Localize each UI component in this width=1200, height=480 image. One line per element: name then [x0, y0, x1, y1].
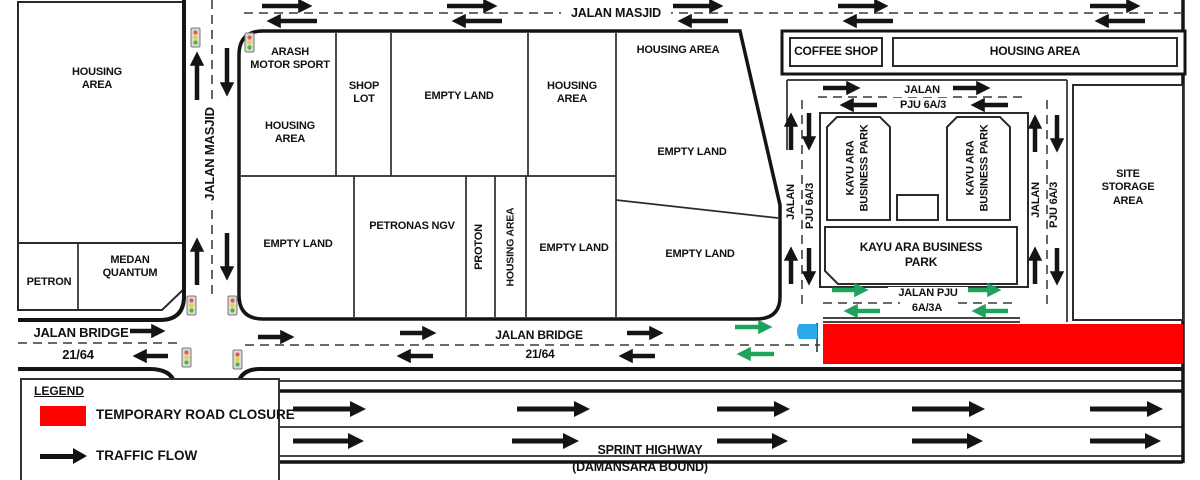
- parcel-label-arash-housing: HOUSING AREA: [265, 120, 315, 146]
- parcel-label-housing-north: HOUSING AREA: [989, 44, 1081, 58]
- road-label-pju6a3-west-line1: JALAN: [785, 181, 799, 223]
- parcel-label-kayu-ara-south: KAYU ARA BUSINESS PARK: [859, 240, 983, 269]
- road-label-pju6a3a-line1: JALAN PJU: [888, 287, 968, 300]
- parcel-label-petron: PETRON: [26, 276, 72, 288]
- road-label-pju6a3-west-line2: PJU 6A/3: [804, 180, 818, 232]
- parcel-label-housing-northeast: HOUSING AREA: [636, 44, 720, 56]
- road-label-jalan-bridge-center-number: 21/64: [510, 347, 570, 362]
- parcel-label-proton: PROTON: [473, 224, 486, 270]
- flag-icon: [797, 323, 817, 352]
- sprint-highway-arrows: [293, 409, 1149, 441]
- traffic-light-icon: [228, 296, 237, 315]
- road-label-jalan-bridge-west: JALAN BRIDGE: [33, 325, 129, 340]
- road-label-pju6a3-top-line2: PJU 6A/3: [885, 99, 961, 112]
- closure-color-swatch: [40, 406, 86, 426]
- parcel-label-housing-strip: HOUSING AREA: [504, 207, 517, 287]
- parcel-label-empty-land-row1: EMPTY LAND: [424, 90, 494, 102]
- road-label-jalan-masjid-west: JALAN MASJID: [202, 104, 218, 204]
- traffic-flow-arrow-icon: [40, 454, 74, 459]
- road-label-pju6a3a-line2: 6A/3A: [900, 302, 954, 315]
- parcel-label-kayu-ara-west: KAYU ARA BUSINESS PARK: [844, 124, 870, 212]
- parcel-label-empty-land-south: EMPTY LAND: [539, 242, 609, 254]
- road-label-jalan-masjid-top: JALAN MASJID: [561, 6, 671, 21]
- legend-title: LEGEND: [34, 384, 85, 398]
- traffic-light-icon: [191, 28, 200, 47]
- traffic-light-icon: [182, 348, 191, 367]
- road-label-pju6a3-east-line2: PJU 6A/3: [1048, 179, 1062, 231]
- parcel-label-petronas-ngv: PETRONAS NGV: [369, 220, 455, 232]
- parcel-label-shop-lot: SHOP LOT: [348, 80, 380, 106]
- parcel-label-arash-motor-sport: ARASH MOTOR SPORT: [250, 46, 330, 72]
- legend-closure-label: TEMPORARY ROAD CLOSURE: [96, 407, 295, 422]
- road-label-sprint-highway-bound: (DAMANSARA BOUND): [572, 460, 708, 474]
- traffic-light-icon: [187, 296, 196, 315]
- legend: [20, 378, 295, 480]
- parcel-label-medan-quantum: MEDAN QUANTUM: [102, 254, 158, 280]
- legend-flow-label: TRAFFIC FLOW: [96, 448, 198, 463]
- parcel-label-kayu-ara-east: KAYU ARA BUSINESS PARK: [964, 124, 990, 212]
- road-label-jalan-bridge-west-number: 21/64: [62, 347, 94, 362]
- parcel-label-empty-land-southeast: EMPTY LAND: [665, 248, 735, 260]
- parcel-label-housing-row1: HOUSING AREA: [547, 80, 597, 106]
- parcel-label-coffee-shop: COFFEE SHOP: [794, 44, 878, 58]
- parcel-label-housing-west: HOUSING AREA: [72, 66, 122, 92]
- parcel-label-empty-land-northeast: EMPTY LAND: [657, 146, 727, 158]
- road-label-jalan-bridge-center: JALAN BRIDGE: [486, 328, 592, 343]
- traffic-light-icon: [233, 350, 242, 369]
- parcel-label-site-storage: SITE STORAGE AREA: [1101, 168, 1155, 207]
- road-label-sprint-highway: SPRINT HIGHWAY: [597, 443, 703, 457]
- road-label-pju6a3-top-line1: JALAN: [893, 84, 951, 97]
- parcel-label-empty-land-southwest: EMPTY LAND: [263, 238, 333, 250]
- road-label-pju6a3-east-line1: JALAN: [1030, 179, 1044, 221]
- temporary-road-closure-zone: [823, 324, 1183, 364]
